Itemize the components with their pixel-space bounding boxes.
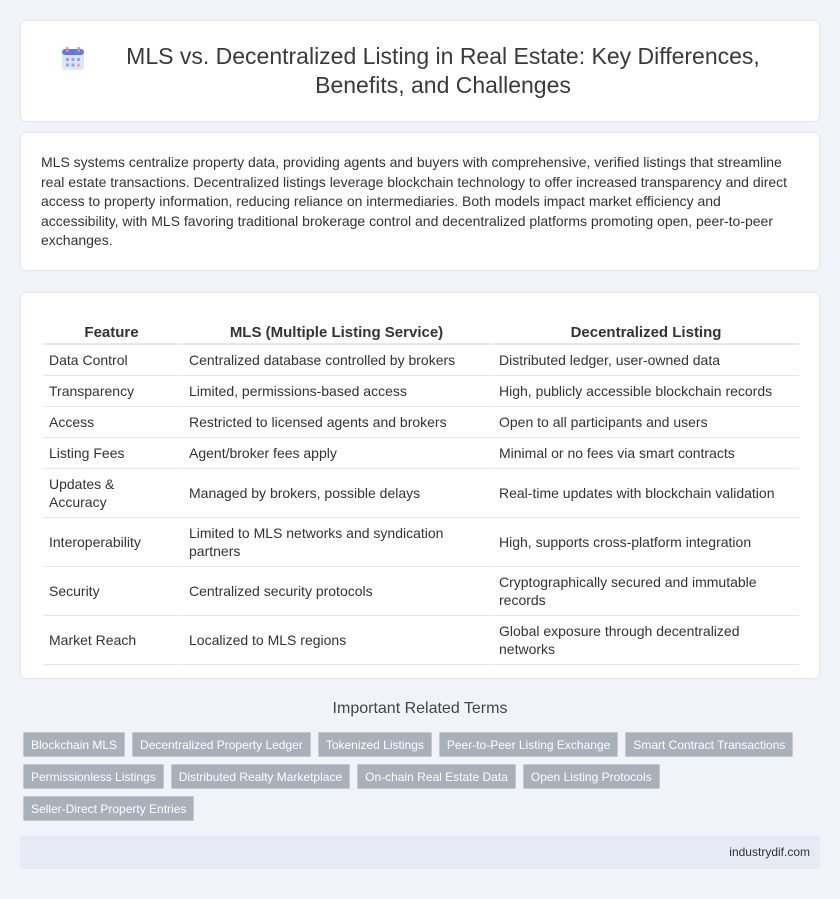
page-title: MLS vs. Decentralized Listing in Real Estate: Key Differences, Benefits, and Challenges (126, 43, 760, 98)
table-row (43, 376, 799, 407)
cell-feature: Market Reach (43, 616, 180, 665)
cell-mls: Restricted to licensed agents and brokers (180, 407, 490, 438)
calendar-icon (60, 46, 86, 72)
cell-decentralized: High, supports cross-platform integration (490, 518, 799, 567)
comparison-table (43, 313, 799, 665)
tag-distributed-realty-marketplace[interactable]: Distributed Realty Marketplace (171, 764, 350, 789)
intro-paragraph: MLS systems centralize property data, providing agents and buyers with comprehensive, verified listings that streamline real estate transactions. Decentralized listings leverage blockchain technology to offer increased transparency and direct access to property information, reducing reliance on intermediaries. Both models impact market efficiency and accessibility, with MLS favoring traditional brokerage control and decentralized platforms promoting open, peer-to-peer exchanges. (41, 154, 788, 249)
intro-card (20, 132, 820, 271)
cell-decentralized: Minimal or no fees via smart contracts (490, 438, 799, 469)
cell-feature: Transparency (43, 376, 180, 407)
cell-decentralized: Cryptographically secured and immutable records (490, 567, 799, 616)
title-card (20, 20, 820, 122)
table-row (43, 469, 799, 518)
tag-peer-to-peer-listing-exchange[interactable]: Peer-to-Peer Listing Exchange (439, 732, 618, 757)
cell-feature: Interoperability (43, 518, 180, 567)
comparison-table-card (20, 292, 820, 679)
table-row (43, 438, 799, 469)
cell-decentralized: Global exposure through decentralized networks (490, 616, 799, 665)
cell-mls: Agent/broker fees apply (180, 438, 490, 469)
cell-feature: Access (43, 407, 180, 438)
tag-seller-direct-property-entries[interactable]: Seller-Direct Property Entries (23, 796, 194, 821)
header-feature: Feature (43, 313, 180, 345)
cell-mls: Managed by brokers, possible delays (180, 469, 490, 518)
cell-mls: Centralized database controlled by brokers (180, 345, 490, 376)
tag-on-chain-real-estate-data[interactable]: On-chain Real Estate Data (357, 764, 516, 789)
cell-mls: Localized to MLS regions (180, 616, 490, 665)
cell-decentralized: Distributed ledger, user-owned data (490, 345, 799, 376)
tag-blockchain-mls[interactable]: Blockchain MLS (23, 732, 125, 757)
tag-tokenized-listings[interactable]: Tokenized Listings (318, 732, 432, 757)
cell-feature: Updates & Accuracy (43, 469, 180, 518)
tag-decentralized-property-ledger[interactable]: Decentralized Property Ledger (132, 732, 311, 757)
table-header-row (43, 313, 799, 345)
tag-smart-contract-transactions[interactable]: Smart Contract Transactions (625, 732, 793, 757)
table-row (43, 518, 799, 567)
cell-mls: Limited to MLS networks and syndication partners (180, 518, 490, 567)
header-mls: MLS (Multiple Listing Service) (180, 313, 490, 345)
cell-feature: Listing Fees (43, 438, 180, 469)
table-row (43, 345, 799, 376)
related-terms-tags (23, 732, 803, 821)
cell-mls: Centralized security protocols (180, 567, 490, 616)
cell-decentralized: High, publicly accessible blockchain records (490, 376, 799, 407)
cell-decentralized: Open to all participants and users (490, 407, 799, 438)
table-row (43, 407, 799, 438)
cell-feature: Data Control (43, 345, 180, 376)
tag-permissionless-listings[interactable]: Permissionless Listings (23, 764, 164, 789)
table-row (43, 567, 799, 616)
tag-open-listing-protocols[interactable]: Open Listing Protocols (523, 764, 660, 789)
cell-decentralized: Real-time updates with blockchain validation (490, 469, 799, 518)
footer-site[interactable]: industrydif.com (729, 845, 810, 859)
cell-feature: Security (43, 567, 180, 616)
cell-mls: Limited, permissions-based access (180, 376, 490, 407)
header-decentralized: Decentralized Listing (490, 313, 799, 345)
footer (20, 836, 820, 869)
table-row (43, 616, 799, 665)
related-terms-title: Important Related Terms (332, 700, 508, 717)
title-wrap (60, 42, 780, 100)
